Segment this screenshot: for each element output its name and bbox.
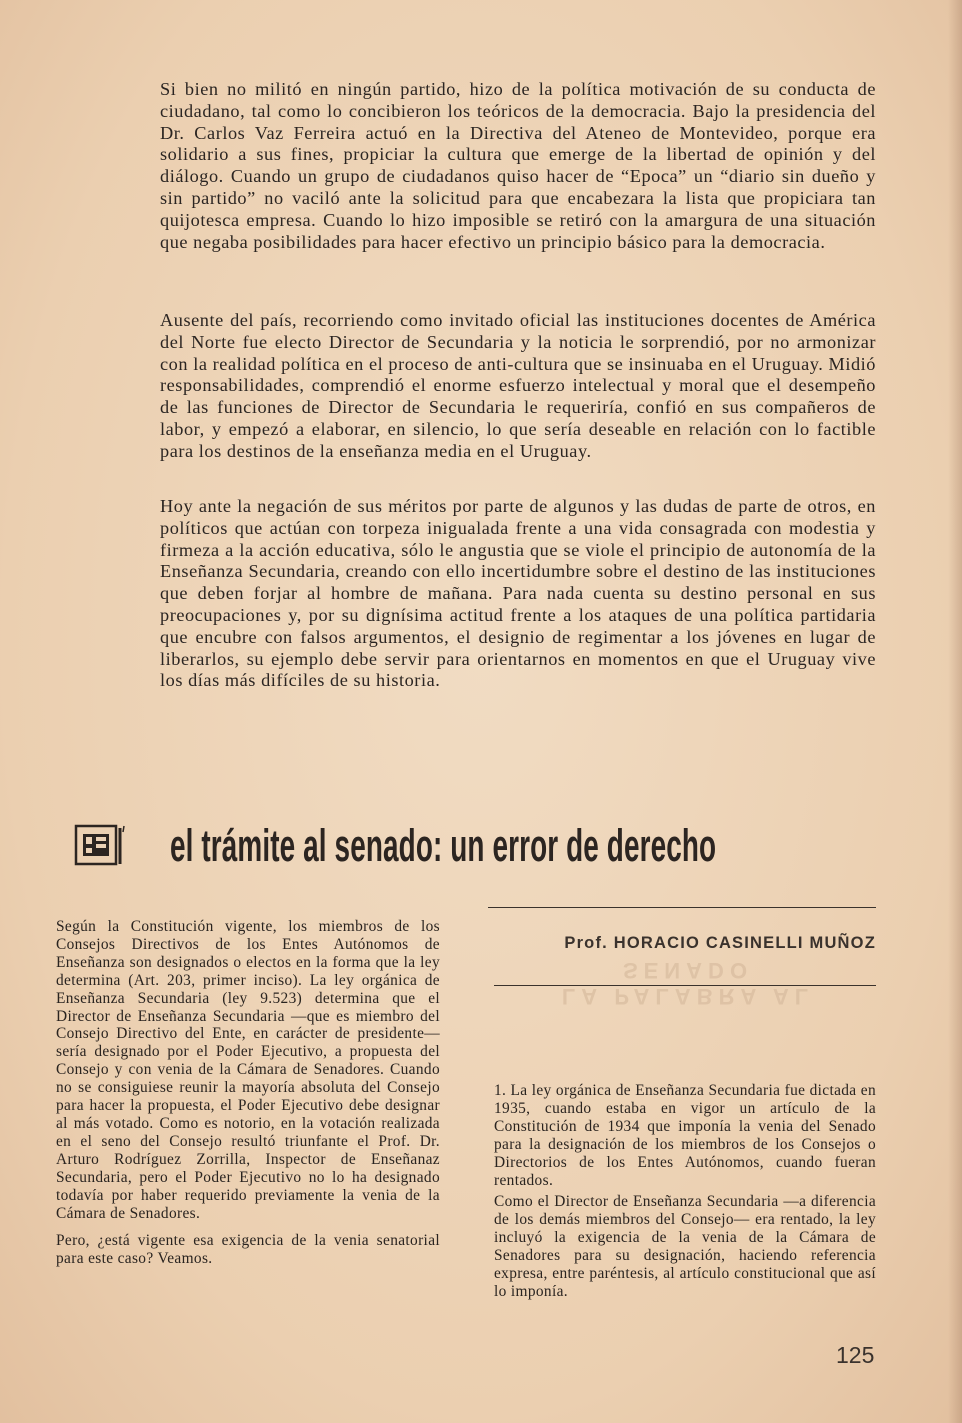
section-emblem-icon — [74, 824, 126, 868]
author-rule-top — [488, 907, 876, 908]
right-column-paragraph-1: 1. La ley orgánica de Enseñanza Secundaria fue dictada en 1935, cuando estaba en vigor un artículo de la Constitución de 1934 que imponía la venia del Senado para la designación de los miembros de los Consejos o Directorios de los Entes Autónomos, cuando fueran rentados. — [494, 1082, 876, 1189]
article-left-column — [56, 918, 440, 1278]
author-rule-bottom — [494, 985, 876, 986]
article-title: el trámite al senado: un error de derecho — [170, 820, 717, 871]
article-heading — [74, 820, 874, 874]
body-paragraph-2: Ausente del país, recorriendo como invitado oficial las instituciones docentes de América del Norte fue electo Director de Secundaria y la noticia le sorprendió, por no armonizar con la realidad política en el proceso de anti-cultura que se insinuaba en el Uruguay. Midió responsabilidades, comprendió el enorme esfuerzo intelectual y moral que el desempeño de las funciones de Director de Secundaria le requeriría, confió en sus compañeros de labor, y empezó a elaborar, en silencio, lo que sería deseable en relación con lo factible para los destinos de la enseñanza media en el Uruguay. — [160, 310, 876, 461]
article-author: Prof. HORACIO CASINELLI MUÑOZ — [564, 934, 876, 952]
page-number: 125 — [836, 1342, 875, 1368]
bleed-through-text: LA PALABRA AL SENADO — [561, 958, 815, 1009]
left-column-paragraph-1: Según la Constitución vigente, los miembros de los Consejos Directivos de los Entes Autónomos de Enseñanza son designados o electos en la forma que la ley determina (Art. 203, primer inciso). La ley orgánica de Enseñanza Secundaria (ley 9.523) determina que el Director de Enseñanza Secundaria —que es miembro del Consejo Directivo del Ente, en carácter de presidente— sería designado por el Poder Ejecutivo, a propuesta del Consejo y con venia de la Cámara de Senadores. Cuando no se consiguiese reunir la mayoría absoluta del Consejo para hacer la propuesta, el Poder Ejecutivo debe designar al más votado. Como es notorio, en la votación realizada en el seno del Consejo resultó triunfante el Prof. Dr. Arturo Rodríguez Zorrilla, Inspector de Enseñanaz Secundaria, pero el Poder Ejecutivo no lo ha designado todavía por haber requerido previamente la venia de la Cámara de Senadores. — [56, 918, 440, 1222]
right-column-paragraph-2: Como el Director de Enseñanza Secundaria —a diferencia de los demás miembros del Consejo— era rentado, la ley incluyó la exigencia de la venia de la Cámara de Senadores para su designación, haciendo referencia expresa, entre paréntesis, al artículo constitucional que así lo imponía. — [494, 1193, 876, 1300]
body-paragraph-1: Si bien no militó en ningún partido, hizo de la política motivación de su conducta de ciudadano, tal como lo concibieron los teóricos de la democracia. Bajo la presidencia del Dr. Carlos Vaz Ferreira actuó en la Directiva del Ateneo de Montevideo, porque era solidario a sus fines, propiciar la cultura que emerge de la libertad de opinión y del diálogo. Cuando un grupo de ciudadanos quiso hacer de “Epoca” un “diario sin dueño y sin partido” no vaciló ante la solicitud para que encabezara la lista que propiciara tan quijotesca empresa. Cuando lo hizo imposible se retiró con la amargura de una situación que negaba posibilidades para hacer efectivo un principio básico para la democracia. — [160, 79, 876, 252]
article-right-column — [494, 1082, 876, 1305]
left-column-paragraph-2: Pero, ¿está vigente esa exigencia de la venia senatorial para este caso? Veamos. — [56, 1232, 440, 1268]
page-edge-shadow — [948, 0, 962, 1423]
body-paragraph-3: Hoy ante la negación de sus méritos por parte de algunos y las dudas de parte de otros, en políticos que actúan con torpeza inigualada frente a una vida consagrada con modestia y firmeza a la acción educativa, sólo le angustia que se viole el principio de autonomía de la Enseñanza Secundaria, creando con ello incertidumbre sobre el destino de las instituciones que deben forjar al hombre de mañana. Para nada cuenta su destino personal en sus preocupaciones y, por su dignísima actitud frente a los ataques de una política partidaria que encubre con falsos argumentos, el designio de regimentar a los jóvenes en lugar de liberarlos, su ejemplo debe servir para orientarnos en momentos en que el Uruguay vive los días más difíciles de su historia. — [160, 496, 876, 691]
